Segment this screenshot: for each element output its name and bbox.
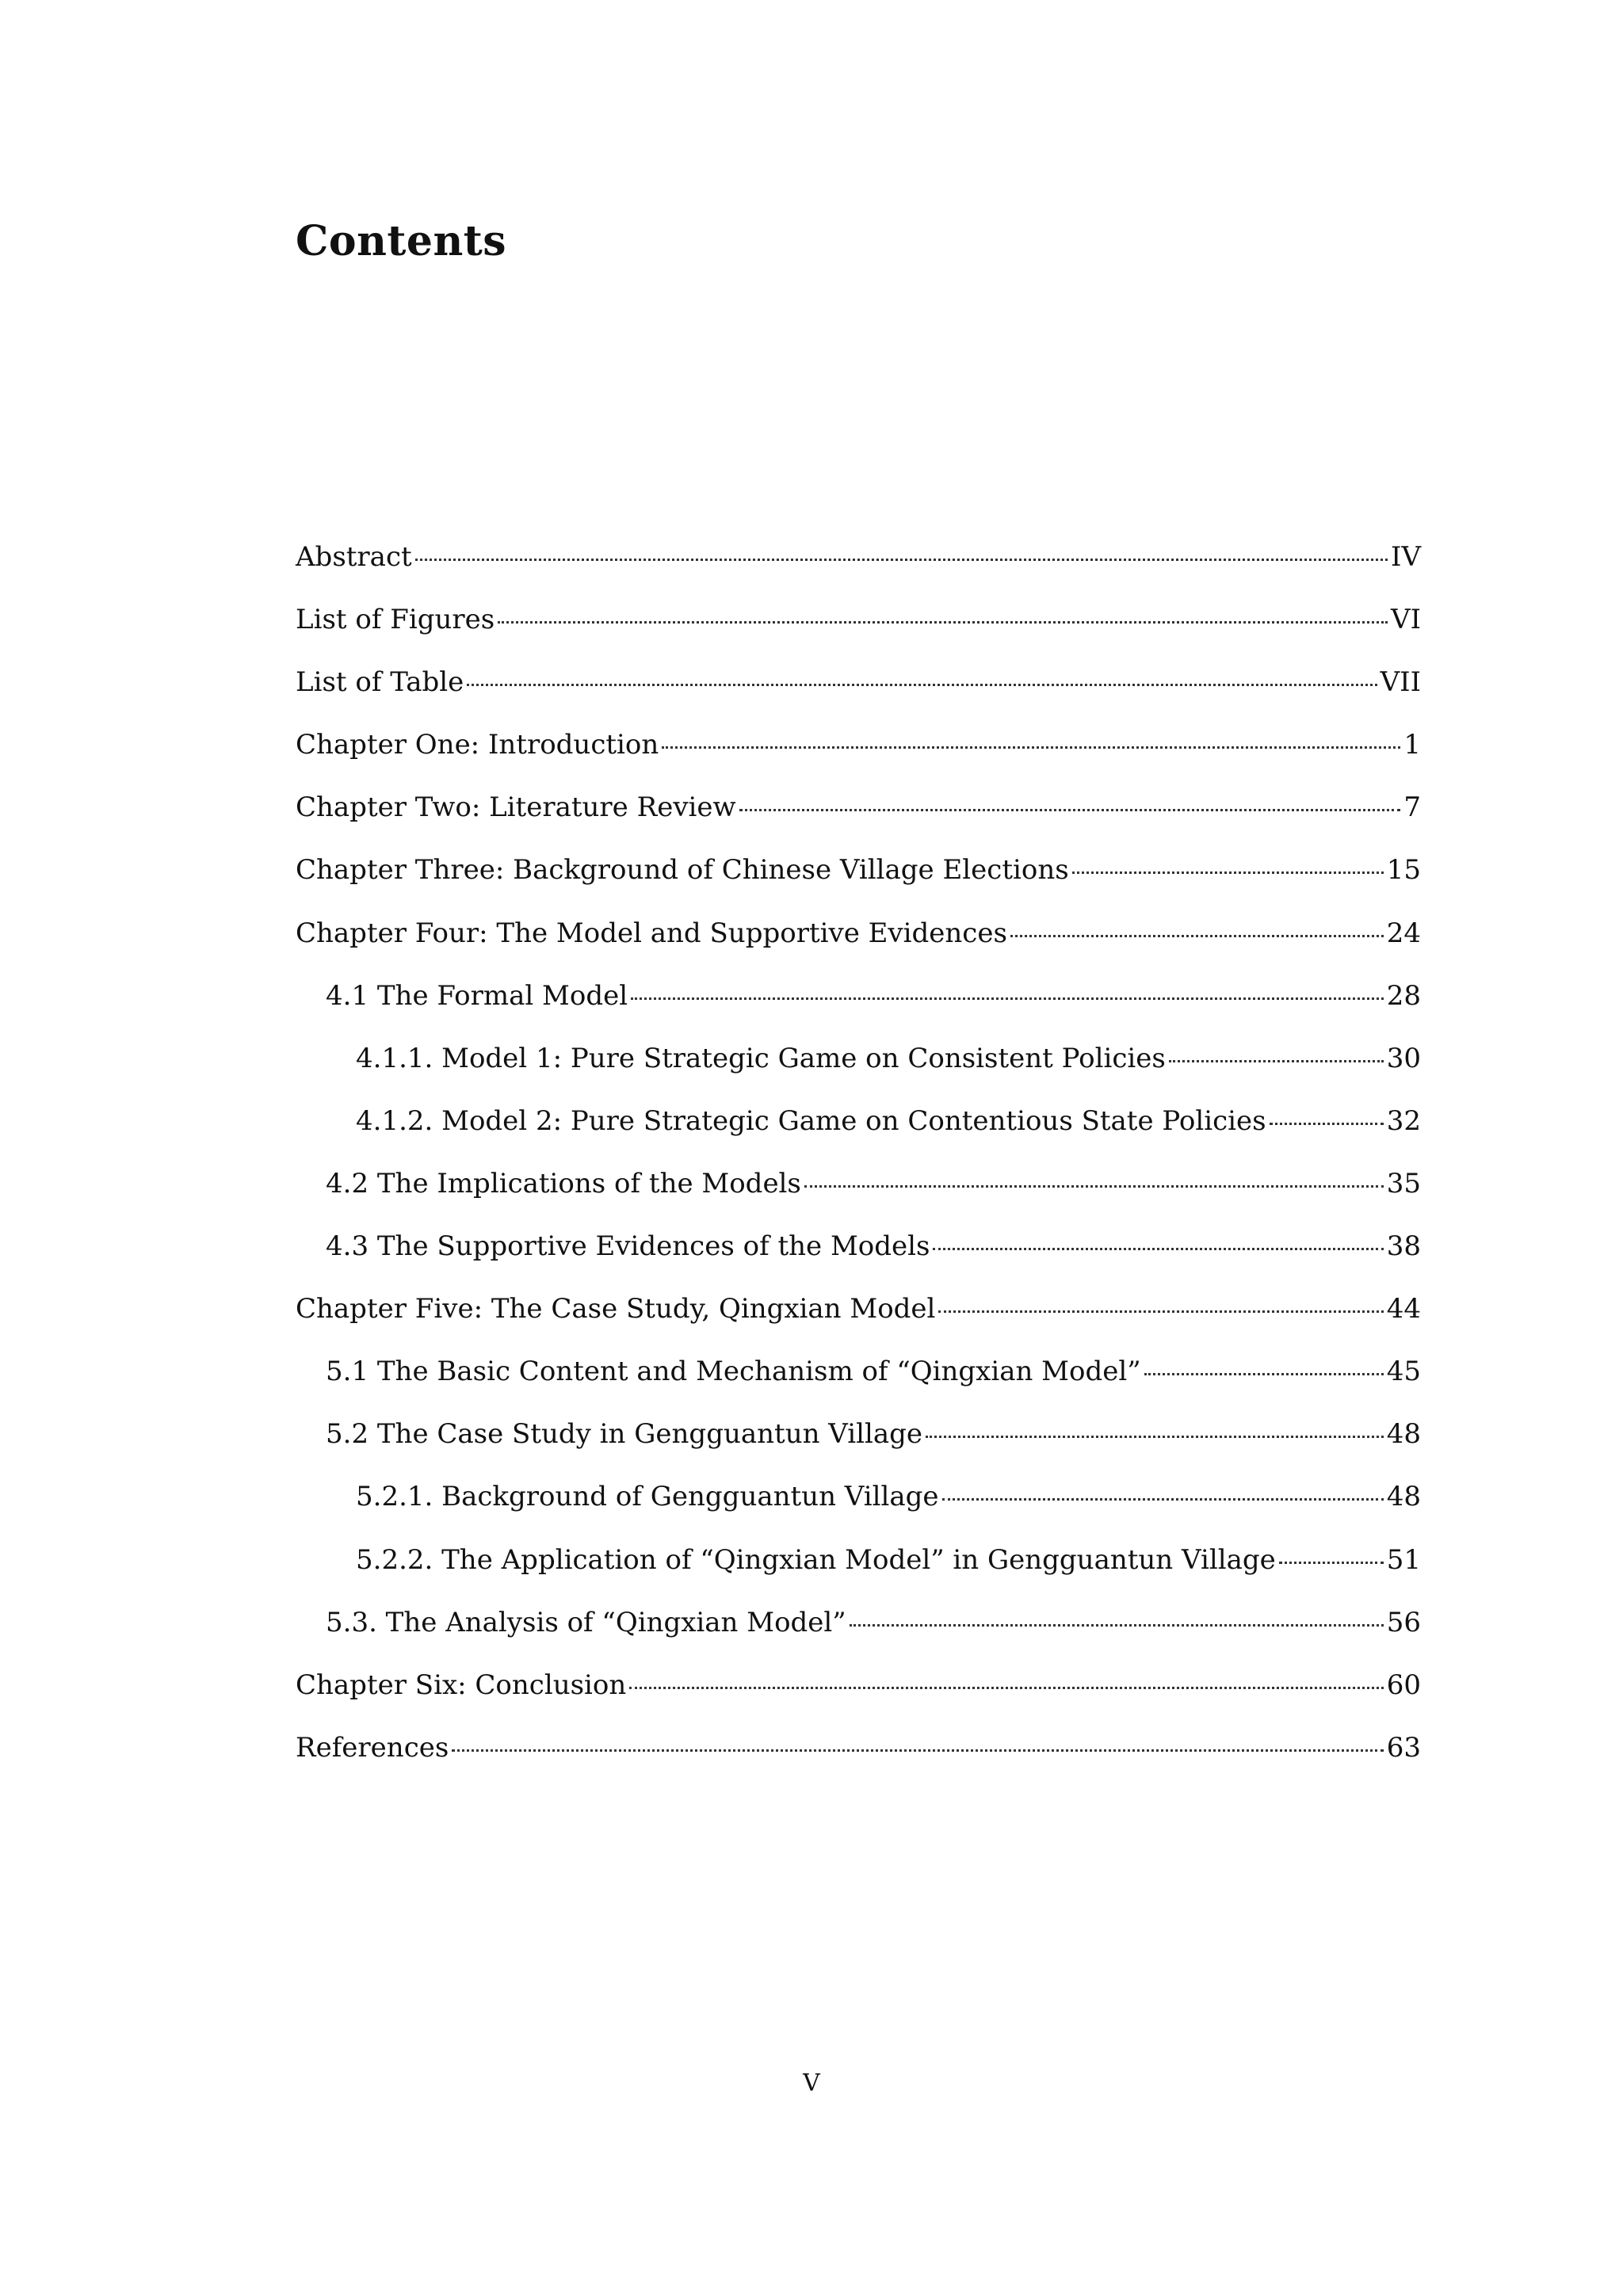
toc-entry-page: 63 — [1386, 1731, 1421, 1764]
toc-entry-page: 48 — [1386, 1418, 1421, 1451]
toc-entry-title: 5.3. The Analysis of “Qingxian Model” — [326, 1606, 846, 1638]
toc-entry-title: 5.2.1. Background of Gengguantun Village — [356, 1481, 939, 1513]
toc-dot-leader — [1169, 1060, 1384, 1062]
page-number: V — [803, 2069, 820, 2097]
toc-dot-leader — [850, 1624, 1384, 1627]
toc-dot-leader — [933, 1248, 1383, 1250]
table-of-contents — [296, 533, 1421, 1787]
toc-dot-leader — [629, 1687, 1383, 1689]
toc-entry[interactable] — [296, 784, 1421, 846]
toc-entry[interactable] — [296, 533, 1421, 596]
toc-entry-page: 51 — [1386, 1543, 1421, 1576]
toc-entry[interactable] — [296, 1222, 1421, 1285]
toc-entry-title: References — [296, 1731, 449, 1764]
toc-entry-page: 56 — [1386, 1606, 1421, 1638]
toc-entry-title: 4.1.2. Model 2: Pure Strategic Game on Contentious State Policies — [356, 1104, 1266, 1137]
toc-entry-title: 5.2.2. The Application of “Qingxian Model” in Gengguantun Village — [356, 1543, 1276, 1576]
toc-dot-leader — [804, 1185, 1384, 1188]
toc-entry-page: 1 — [1403, 729, 1421, 761]
toc-entry[interactable] — [296, 972, 1421, 1035]
toc-entry-title: 4.1.1. Model 1: Pure Strategic Game on Consistent Policies — [356, 1042, 1166, 1074]
toc-entry-title: List of Figures — [296, 604, 495, 636]
toc-entry-title: Chapter One: Introduction — [296, 729, 659, 761]
toc-entry-page: 15 — [1386, 854, 1421, 887]
toc-entry-page: 28 — [1386, 979, 1421, 1012]
toc-entry[interactable] — [296, 1035, 1421, 1097]
page-title: Contents — [296, 217, 507, 265]
toc-dot-leader — [662, 746, 1400, 749]
toc-entry-title: Chapter Four: The Model and Supportive Evidences — [296, 917, 1007, 949]
toc-dot-leader — [452, 1749, 1383, 1752]
toc-entry[interactable] — [296, 1536, 1421, 1599]
toc-entry[interactable] — [296, 1348, 1421, 1410]
toc-dot-leader — [942, 1498, 1384, 1501]
toc-entry-title: Abstract — [296, 541, 412, 573]
toc-entry-title: List of Table — [296, 666, 464, 699]
toc-dot-leader — [1279, 1562, 1384, 1564]
toc-entry-page: 35 — [1386, 1167, 1421, 1199]
toc-entry-title: 5.2 The Case Study in Gengguantun Village — [326, 1418, 923, 1451]
toc-entry[interactable] — [296, 1473, 1421, 1535]
toc-entry-title: Chapter Six: Conclusion — [296, 1669, 627, 1701]
toc-entry-page: IV — [1391, 541, 1421, 573]
toc-entry[interactable] — [296, 1661, 1421, 1724]
toc-entry-page: 45 — [1386, 1356, 1421, 1388]
toc-entry-title: 4.3 The Supportive Evidences of the Models — [326, 1230, 930, 1263]
toc-entry-page: VI — [1391, 604, 1421, 636]
toc-entry-title: 4.1 The Formal Model — [326, 979, 628, 1012]
toc-entry[interactable] — [296, 1724, 1421, 1787]
toc-entry-title: Chapter Five: The Case Study, Qingxian Model — [296, 1293, 936, 1325]
toc-entry-page: 30 — [1386, 1042, 1421, 1074]
toc-entry-title: Chapter Three: Background of Chinese Village Elections — [296, 854, 1069, 887]
toc-entry[interactable] — [296, 721, 1421, 784]
toc-entry[interactable] — [296, 846, 1421, 909]
toc-entry-page: 7 — [1403, 791, 1421, 824]
toc-entry[interactable] — [296, 658, 1421, 721]
toc-entry[interactable] — [296, 1410, 1421, 1473]
toc-dot-leader — [739, 809, 1401, 811]
toc-dot-leader — [1072, 871, 1384, 874]
toc-dot-leader — [498, 621, 1388, 624]
toc-entry[interactable] — [296, 1285, 1421, 1348]
toc-entry-page: 48 — [1386, 1481, 1421, 1513]
toc-entry-page: 32 — [1386, 1104, 1421, 1137]
toc-dot-leader — [1270, 1123, 1384, 1125]
toc-entry-page: VII — [1380, 666, 1421, 699]
toc-entry-title: 5.1 The Basic Content and Mechanism of “Qingxian Model” — [326, 1356, 1141, 1388]
toc-entry-page: 44 — [1386, 1293, 1421, 1325]
toc-dot-leader — [938, 1310, 1383, 1313]
toc-entry-title: 4.2 The Implications of the Models — [326, 1167, 801, 1199]
toc-dot-leader — [1010, 935, 1384, 937]
toc-entry[interactable] — [296, 1097, 1421, 1160]
toc-dot-leader — [467, 684, 1377, 686]
toc-entry[interactable] — [296, 1160, 1421, 1222]
toc-entry[interactable] — [296, 1599, 1421, 1661]
toc-entry-page: 60 — [1386, 1669, 1421, 1701]
toc-dot-leader — [926, 1436, 1384, 1438]
toc-entry-page: 38 — [1386, 1230, 1421, 1263]
toc-entry[interactable] — [296, 596, 1421, 658]
toc-entry[interactable] — [296, 910, 1421, 972]
toc-dot-leader — [1144, 1373, 1384, 1375]
toc-entry-page: 24 — [1386, 917, 1421, 949]
toc-dot-leader — [631, 997, 1384, 1000]
toc-dot-leader — [415, 559, 1388, 561]
toc-entry-title: Chapter Two: Literature Review — [296, 791, 736, 824]
